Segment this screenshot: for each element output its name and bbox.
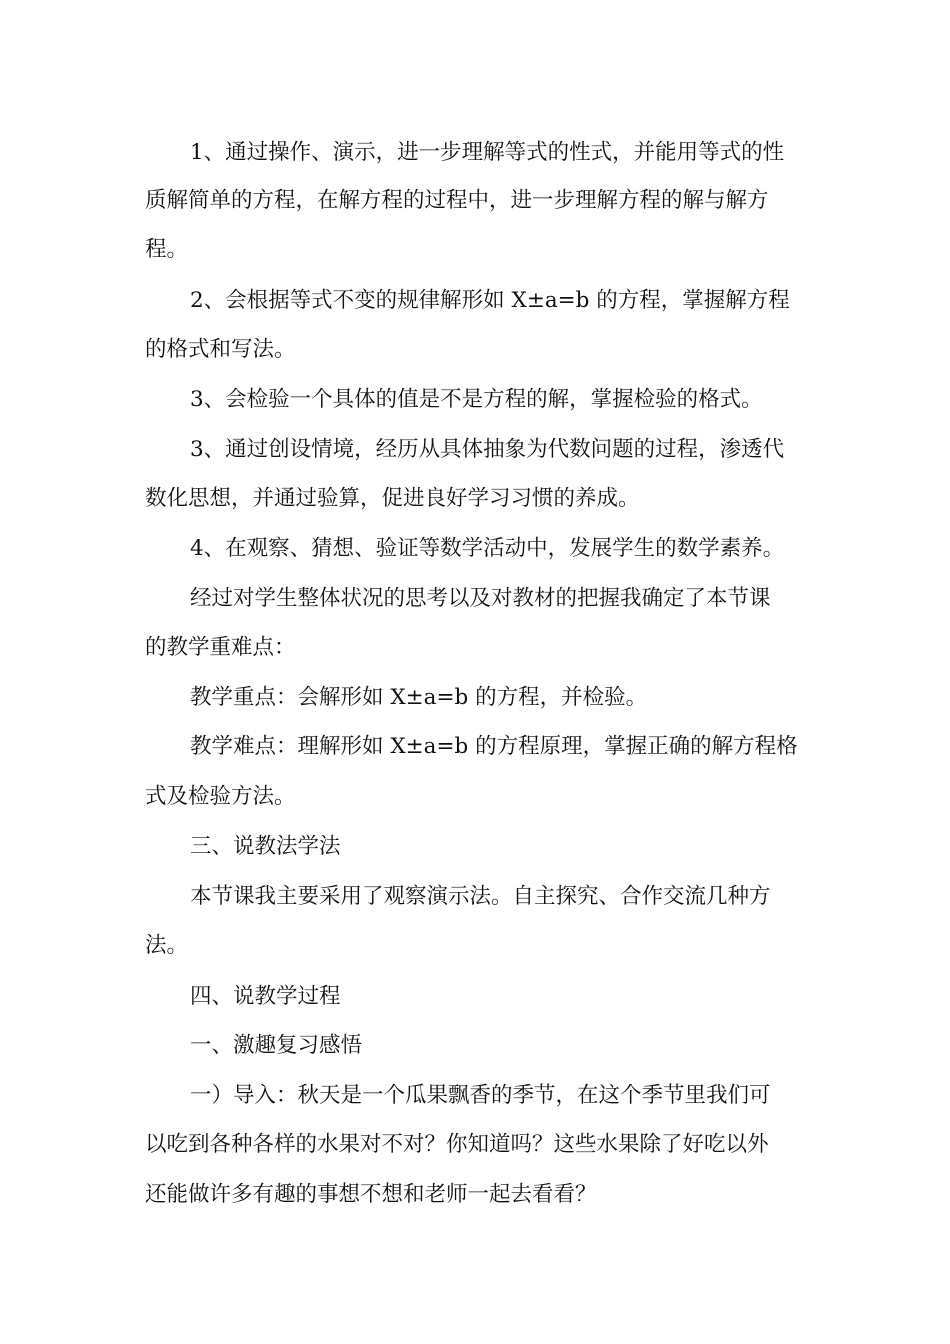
teaching-difficulty-line-2: 式及检验方法。 [145,784,296,809]
objective-2-line-2: 的格式和写法。 [145,337,296,362]
subsection-1-heading: 一、激趣复习感悟 [190,1033,363,1058]
objective-3b-line-1: 3、通过创设情境，经历从具体抽象为代数问题的过程，渗透代 [190,437,785,462]
teaching-difficulty-line-1: 教学难点：理解形如 X±a=b 的方程原理，掌握正确的解方程格 [190,734,798,759]
key-points-intro-line-1: 经过对学生整体状况的思考以及对教材的把握我确定了本节课 [190,586,771,611]
objective-3-line-1: 3、会检验一个具体的值是不是方程的解，掌握检验的格式。 [190,387,763,412]
intro-paragraph-line-1: 一）导入：秋天是一个瓜果飘香的季节，在这个季节里我们可 [190,1083,771,1108]
objective-1-line-3: 程。 [145,237,189,262]
intro-paragraph-line-3: 还能做许多有趣的事想不想和老师一起去看看？ [145,1182,597,1207]
intro-paragraph-line-2: 以吃到各种各样的水果对不对？你知道吗？这些水果除了好吃以外 [145,1132,769,1157]
objective-2-line-1: 2、会根据等式不变的规律解形如 X±a=b 的方程，掌握解方程 [190,288,790,313]
methods-line-2: 法。 [145,933,189,958]
section-4-heading: 四、说教学过程 [190,984,341,1009]
methods-line-1: 本节课我主要采用了观察演示法。自主探究、合作交流几种方 [190,884,771,909]
key-points-intro-line-2: 的教学重难点： [145,635,296,660]
objective-1-line-1: 1、通过操作、演示，进一步理解等式的性式，并能用等式的性 [190,140,785,165]
teaching-focus-line: 教学重点：会解形如 X±a=b 的方程，并检验。 [190,685,648,710]
section-3-heading: 三、说教法学法 [190,834,341,859]
objective-1-line-2: 质解简单的方程，在解方程的过程中，进一步理解方程的解与解方 [145,188,769,213]
objective-4-line-1: 4、在观察、猜想、验证等数学活动中，发展学生的数学素养。 [190,536,785,561]
objective-3b-line-2: 数化思想，并通过验算，促进良好学习习惯的养成。 [145,486,640,511]
